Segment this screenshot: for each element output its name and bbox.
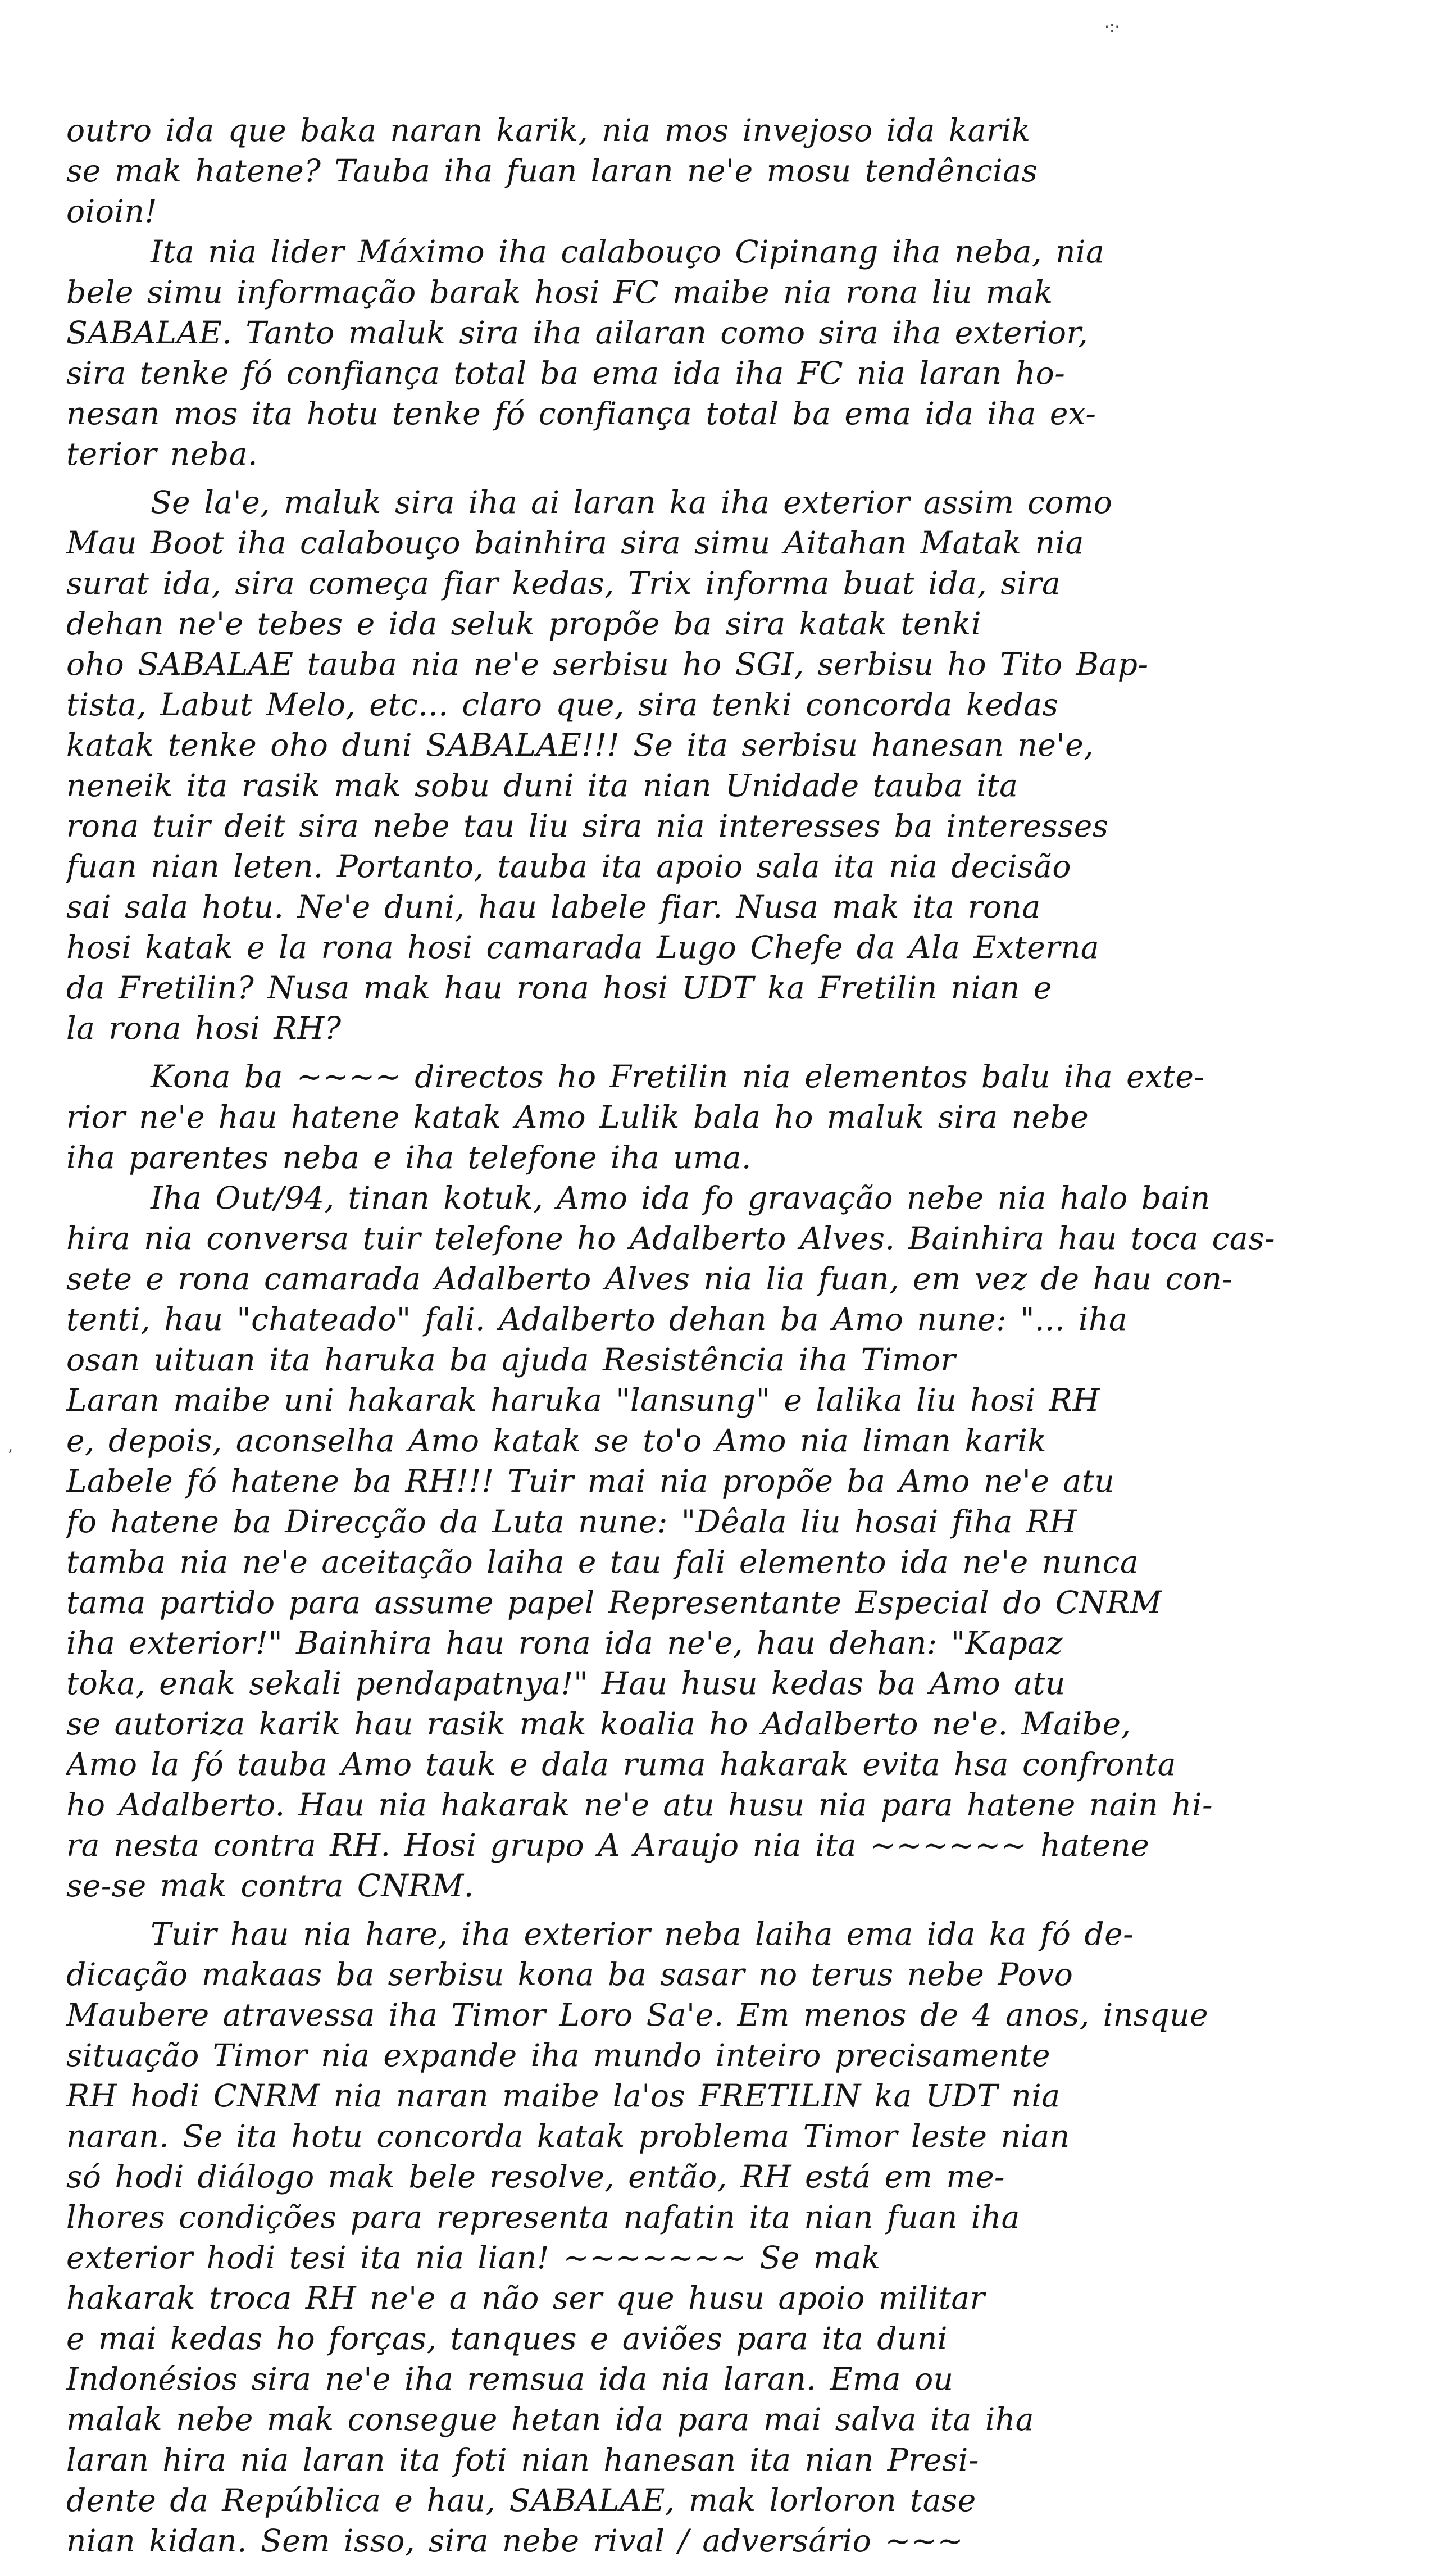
paragraph-gap [66, 1906, 1347, 1914]
text-line: dehan ne'e tebes e ida seluk propõe ba sira katak tenki [66, 606, 981, 642]
text-line: Amo la fó tauba Amo tauk e dala ruma hakarak evita hsa confronta [66, 1746, 1176, 1782]
text-line: nian kidan. Sem isso, sira nebe rival / adversário ~~~ [66, 2523, 964, 2559]
text-line: situação Timor nia expande iha mundo inteiro precisamente [66, 2037, 1051, 2073]
text-line: se autoriza karik hau rasik mak koalia ho Adalberto ne'e. Maibe, [66, 1706, 1131, 1742]
text-line: dente da República e hau, SABALAE, mak lorloron tase [66, 2482, 976, 2518]
text-line: SABALAE. Tanto maluk sira iha ailaran como sira iha exterior, [66, 315, 1089, 351]
scan-speck-left: , [8, 1437, 13, 1455]
text-line: malak nebe mak consegue hetan ida para mai salva ita iha [66, 2401, 1035, 2437]
text-line: surat ida, sira começa fiar kedas, Trix informa buat ida, sira [66, 565, 1061, 601]
text-line: hakarak troca RH ne'e a não ser que husu apoio militar [66, 2280, 985, 2316]
text-line: tenti, hau "chateado" fali. Adalberto dehan ba Amo nune: "... iha [66, 1301, 1128, 1337]
handwritten-text [66, 110, 1347, 2561]
text-line: se-se mak contra CNRM. [66, 1868, 474, 1904]
text-line: lhores condições para representa nafatin ita nian fuan iha [66, 2199, 1020, 2235]
text-line: tamba nia ne'e aceitação laiha e tau fali elemento ida ne'e nunca [66, 1544, 1139, 1580]
text-line: ho Adalberto. Hau nia hakarak ne'e atu husu nia para hatene nain hi- [66, 1787, 1213, 1823]
text-line: iha parentes neba e iha telefone iha uma. [66, 1139, 752, 1175]
scan-speck-top: ·:· [1104, 17, 1120, 36]
text-line: RH hodi CNRM nia naran maibe la'os FRETILIN ka UDT nia [66, 2078, 1061, 2114]
text-line: iha exterior!" Bainhira hau rona ida ne'e, hau dehan: "Kapaz [66, 1625, 1063, 1661]
text-line: Labele fó hatene ba RH!!! Tuir mai nia propõe ba Amo ne'e atu [66, 1463, 1115, 1499]
text-line: outro ida que baka naran karik, nia mos invejoso ida karik [66, 112, 1031, 148]
text-line: sira tenke fó confiança total ba ema ida iha FC nia laran ho- [66, 355, 1066, 391]
text-line: Tuir hau nia hare, iha exterior neba laiha ema ida ka fó de- [151, 1916, 1134, 1952]
text-line: da Fretilin? Nusa mak hau rona hosi UDT ka Fretilin nian e [66, 970, 1052, 1006]
text-line: oioin! [66, 193, 157, 229]
text-line: e, depois, aconselha Amo katak se to'o Amo nia liman karik [66, 1423, 1047, 1459]
text-line: Maubere atravessa iha Timor Loro Sa'e. Em menos de 4 anos, insque [66, 1997, 1209, 2033]
text-line: sai sala hotu. Ne'e duni, hau labele fiar. Nusa mak ita rona [66, 889, 1041, 925]
text-line: bele simu informação barak hosi FC maibe nia rona liu mak [66, 274, 1053, 310]
text-line: osan uituan ita haruka ba ajuda Resistência iha Timor [66, 1342, 956, 1378]
text-line: rior ne'e hau hatene katak Amo Lulik bala ho maluk sira nebe [66, 1099, 1089, 1135]
text-line: oho SABALAE tauba nia ne'e serbisu ho SGI, serbisu ho Tito Bap- [66, 646, 1149, 682]
text-line: tista, Labut Melo, etc... claro que, sira tenki concorda kedas [66, 687, 1059, 723]
text-line: Kona ba ~~~~ directos ho Fretilin nia elementos balu iha exte- [151, 1059, 1205, 1095]
text-line: e mai kedas ho forças, tanques e aviões para ita duni [66, 2321, 948, 2356]
text-line: Ita nia lider Máximo iha calabouço Cipinang iha neba, nia [151, 234, 1105, 270]
text-line: toka, enak sekali pendapatnya!" Hau husu kedas ba Amo atu [66, 1665, 1066, 1701]
text-line: naran. Se ita hotu concorda katak problema Timor leste nian [66, 2118, 1070, 2154]
text-line: rona tuir deit sira nebe tau liu sira nia interesses ba interesses [66, 808, 1109, 844]
text-line: Laran maibe uni hakarak haruka "lansung" e lalika liu hosi RH [66, 1382, 1100, 1418]
paragraph-gap [66, 1048, 1347, 1056]
text-line: Mau Boot iha calabouço bainhira sira simu Aitahan Matak nia [66, 525, 1084, 561]
text-line: la rona hosi RH? [66, 1010, 342, 1046]
text-line: fo hatene ba Direcção da Luta nune: "Dêala liu hosai fiha RH [66, 1504, 1077, 1540]
text-line: Iha Out/94, tinan kotuk, Amo ida fo gravação nebe nia halo bain [151, 1180, 1211, 1216]
text-line: só hodi diálogo mak bele resolve, então, RH está em me- [66, 2159, 1005, 2195]
text-line: neneik ita rasik mak sobu duni ita nian Unidade tauba ita [66, 768, 1018, 803]
text-line: se mak hatene? Tauba iha fuan laran ne'e mosu tendências [66, 153, 1038, 189]
text-line: exterior hodi tesi ita nia lian! ~~~~~~~ Se mak [66, 2240, 881, 2276]
text-line: Se la'e, maluk sira iha ai laran ka iha exterior assim como [151, 484, 1113, 520]
text-line: hosi katak e la rona hosi camarada Lugo Chefe da Ala Externa [66, 929, 1100, 965]
text-line: hira nia conversa tuir telefone ho Adalberto Alves. Bainhira hau toca cas- [66, 1220, 1276, 1256]
text-line: nesan mos ita hotu tenke fó confiança total ba ema ida iha ex- [66, 396, 1096, 432]
text-line: dicação makaas ba serbisu kona ba sasar no terus nebe Povo [66, 1956, 1073, 1992]
paragraph-gap [66, 474, 1347, 482]
text-line: ra nesta contra RH. Hosi grupo A Araujo nia ita ~~~~~~ hatene [66, 1827, 1150, 1863]
text-line: terior neba. [66, 436, 258, 472]
text-line: tama partido para assume papel Representante Especial do CNRM [66, 1584, 1162, 1620]
text-line: laran hira nia laran ita foti nian hanesan ita nian Presi- [66, 2442, 979, 2478]
text-line: Indonésios sira ne'e iha remsua ida nia laran. Ema ou [66, 2361, 954, 2397]
text-line: sete e rona camarada Adalberto Alves nia lia fuan, em vez de hau con- [66, 1261, 1233, 1297]
text-line: fuan nian leten. Portanto, tauba ita apoio sala ita nia decisão [66, 848, 1072, 884]
text-line: katak tenke oho duni SABALAE!!! Se ita serbisu hanesan ne'e, [66, 727, 1094, 763]
